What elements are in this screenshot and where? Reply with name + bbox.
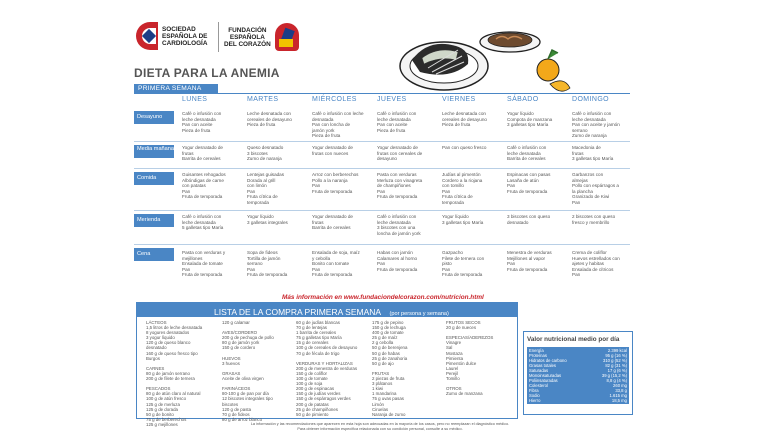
menu-cell: Pasta con verduras y mejillones Ensalada de tomate Pan Fruta de temporada — [182, 250, 226, 277]
menu-cell: Macedonia de frutas 3 galletas tipo María — [572, 145, 614, 161]
menu-cell: Sopa de fideos Tortilla de jamón serrano Pan Fruta de temporada — [247, 250, 288, 277]
menu-cell: Yogur líquido 3 galletas tipo María — [442, 214, 484, 225]
menu-cell: Café o infusión con leche desnatada Pan con aceite Pieza de fruta — [182, 111, 222, 133]
logo-divider — [218, 22, 219, 52]
nutrition-row: Poliinsaturadas 8,8 g (4 %) — [529, 378, 627, 383]
heart-logo-icon — [275, 23, 299, 51]
nutrition-row: Hidratos de carbono 310 g (52 %) — [529, 358, 627, 363]
menu-cell: Garbanzos con almejas Pollo con espárragos a la plancha Granizado de Kiwi Pan — [572, 172, 619, 205]
nutrition-table — [527, 347, 629, 404]
day-header: VIERNES — [442, 96, 476, 103]
menu-cell: Café o infusión con leche desnatada 5 galletas tipo María — [182, 214, 224, 230]
menu-cell: Yogur líquido 3 galletas integrales — [247, 214, 288, 225]
menu-cell: Guisantes rehogados Albóndigas de carne con patatas Pan Fruta de temporada — [182, 172, 226, 199]
row-divider — [134, 168, 630, 169]
shopping-list-subtitle: (por persona y semana) — [389, 311, 449, 317]
menu-cell: Arroz con berberechos Pollo a la naranja Pan Fruta de temporada — [312, 172, 359, 194]
menu-cell: Café o infusión con leche desnatada Pan con aceite Pieza de fruta — [377, 111, 417, 133]
menu-cell: Leche desnatada con cereales de desayuno Pieza de fruta — [442, 111, 487, 127]
meal-label: Desayuno — [134, 111, 174, 124]
sec-logo — [136, 20, 220, 52]
shopping-column: FRUTOS SECOS 20 g de nueces ESPECIAS/ADEREZOS Vinagre Sal Mostaza Pimienta Pimentón dulce Laurel Perejil Tomillo OTROS Zumo de manzana — [446, 320, 494, 397]
week-label: PRIMERA SEMANA — [134, 84, 218, 94]
menu-cell: Menestra de verduras Mejillones al vapor Pan Fruta de temporada — [507, 250, 552, 272]
day-header: MIÉRCOLES — [312, 96, 357, 103]
menu-cell: Gazpacho Filete de ternera con pisto Pan Fruta de temporada — [442, 250, 485, 277]
menu-cell: Espinacas con pasas Lasaña de atún Pan Fruta de temporada — [507, 172, 551, 194]
meal-label: Comida — [134, 172, 174, 185]
footer-disclaimer: La información y las recomendaciones que aparecen en esta hoja son adecuadas en la mayoría de los casos, pero no reemplazan el diagnóstico médico. Para obtener información específica relacionada con su condición personal, consulte a su médico. — [250, 422, 510, 431]
nutrition-row: Fibra 33,8 g — [529, 388, 627, 393]
shopping-column: LÁCTEOS 1,5 litros de leche desnatada 8 yogures desnatados 3 yogur líquido 120 g de queso blanco desnatado 160 g de queso fresco tipo Burgos CARNES 80 g de jamón serrano 200 g de filete de ternera PESCADOS 80 g de atún claro al natural 100 g de atún fresco 125 g de merluza 125 g de dorada 50 g de bonito 75 g de berberechos 125 g mejillones — [146, 320, 203, 427]
nutrition-row: Proteínas 95 g (16 %) — [529, 353, 627, 358]
sec-logo-mark — [136, 22, 158, 50]
nutrition-row: Colesterol 260 mg — [529, 383, 627, 388]
page-title: DIETA PARA LA ANEMIA — [134, 66, 280, 80]
more-info-link[interactable]: Más información en www.fundaciondelcorazon.com/nutricion.html — [282, 294, 484, 301]
day-header: LUNES — [182, 96, 208, 103]
menu-cell: Yogur desnatado de frutas con cereales de desayuno — [377, 145, 423, 161]
food-illustration — [398, 20, 574, 100]
menu-cell: Judías al pimentón Cordero a la riojana con tomillo Pan Fruta cítrica de temporada — [442, 172, 483, 205]
menu-cell: Queso desnatado 3 biscotes Zumo de naranja — [247, 145, 284, 161]
shopping-column: 120 g calamar AVES/CORDERO 200 g de pechuga de pollo 80 g de jamón york 150 g de cordero HUEVOS 3 huevos GRASAS Aceite de oliva virgen FARINÁCEOS 80-100 g de pan por día 12 biscotes integrales tipo biscotes 120 g de pasta 70 g de fideos 80 g de arroz blanco — [222, 320, 274, 422]
meal-label: Merienda — [134, 214, 174, 227]
nutrition-row: Monoinsaturadas 39 g (15,2 %) — [529, 373, 627, 378]
shopping-column: 175 g de pepino 150 g de lechuga 400 g de tomate 25 g de maíz 2 g cebolla 50 g de berenjena 50 g de habas 25 g de zanahoria 50 g de ajo FRUTAS 2 piezas de fruta 3 plátanos 1 kiwi 1 mandarina 75 g uvas pasas Limón Ciruelas Naranja de zumo — [372, 320, 408, 417]
menu-cell: Pasta con verduras Merluza con vinagreta de champiñones Pan Fruta de temporada — [377, 172, 423, 199]
menu-cell: Leche desnatada con cereales de desayuno Pieza de fruta — [247, 111, 292, 127]
day-header: DOMINGO — [572, 96, 610, 103]
menu-cell: Café o infusión con leche desnatada Barrita de cereales — [507, 145, 547, 161]
menu-cell: Habas con jamón Calamares al horno Pan Fruta de temporada — [377, 250, 418, 272]
menu-cell: Lentejas guisadas Dorada al grill con limón Pan Fruta cítrica de temporada — [247, 172, 285, 205]
nutrition-title: Valor nutricional medio por día — [527, 336, 620, 343]
nutrition-row: Hierro 18,5 mg — [529, 398, 627, 403]
day-header: SÁBADO — [507, 96, 539, 103]
menu-cell: Yogur líquido Compota de manzana 3 galletas tipo María — [507, 111, 553, 127]
week-underline — [134, 93, 630, 94]
menu-cell: 2 biscotes con queso fresco y membrillo — [572, 214, 616, 225]
meal-label: Cena — [134, 248, 174, 261]
row-divider — [134, 244, 630, 245]
menu-cell: Yogur desnatado de frutas con nueces — [312, 145, 353, 156]
menu-cell: Café o infusión con leche desnatada 3 biscotes con una loncha de jamón york — [377, 214, 421, 236]
fec-logo — [224, 20, 314, 54]
sec-logo-text: SOCIEDAD ESPAÑOLA DE CARDIOLOGÍA — [162, 25, 208, 47]
menu-cell: Yogur desnatado de frutas Barrita de cereales — [312, 214, 353, 230]
row-divider — [134, 210, 630, 211]
menu-cell: Crema de coliflor Huevos estrellados con ajetes y habitas Ensalada de cítricos Pan — [572, 250, 620, 277]
menu-cell: Café o infusión con leche desnatada Pan con aceite y jamón serrano Zumo de naranja — [572, 111, 620, 138]
fec-logo-text: FUNDACIÓN ESPAÑOLA DEL CORAZÓN — [224, 26, 271, 48]
day-header: JUEVES — [377, 96, 407, 103]
menu-cell: Pan con queso fresco — [442, 145, 487, 150]
nutrition-row: Energía 2.399 kcal — [529, 348, 627, 353]
nutrition-row: Saturadas 17 g (6 %) — [529, 368, 627, 373]
nutrition-row: Sodio 1.615 mg — [529, 393, 627, 398]
shopping-column: 60 g de judías blancas 70 g de lentejas 1 barrita de cereales 75 g galletas tipo María 15 g de cereales 100 g de cereales de desayuno 70 g de fécula de trigo VERDURAS Y HORTALIZAS 200 g de menestra de verduras 150 g de coliflor 100 g de tomate 100 g de soja 200 g de espinacas 150 g de judías verdes 150 g de espárragos verdes 200 g de patatas 25 g de champiñones 50 g de pimiento — [296, 320, 358, 417]
menu-cell: Yogur desnatado de frutas Barrita de cereales — [182, 145, 223, 161]
shopping-list-title: LISTA DE LA COMPRA PRIMERA SEMANA — [214, 307, 382, 317]
nutrition-row: Grasas totales 82 g (31 %) — [529, 363, 627, 368]
row-divider — [134, 141, 630, 142]
menu-cell: Ensalada de soja, maíz y cebolla Bonito con tomate Pan Fruta de temporada — [312, 250, 360, 277]
menu-cell: 3 biscotes con queso desnatado — [507, 214, 551, 225]
day-header: MARTES — [247, 96, 279, 103]
meal-label: Media mañana — [134, 145, 174, 158]
shopping-list-header — [136, 302, 518, 317]
menu-cell: Café o infusión con leche desnatada Pan con loncha de jamón york Pieza de fruta — [312, 111, 364, 138]
